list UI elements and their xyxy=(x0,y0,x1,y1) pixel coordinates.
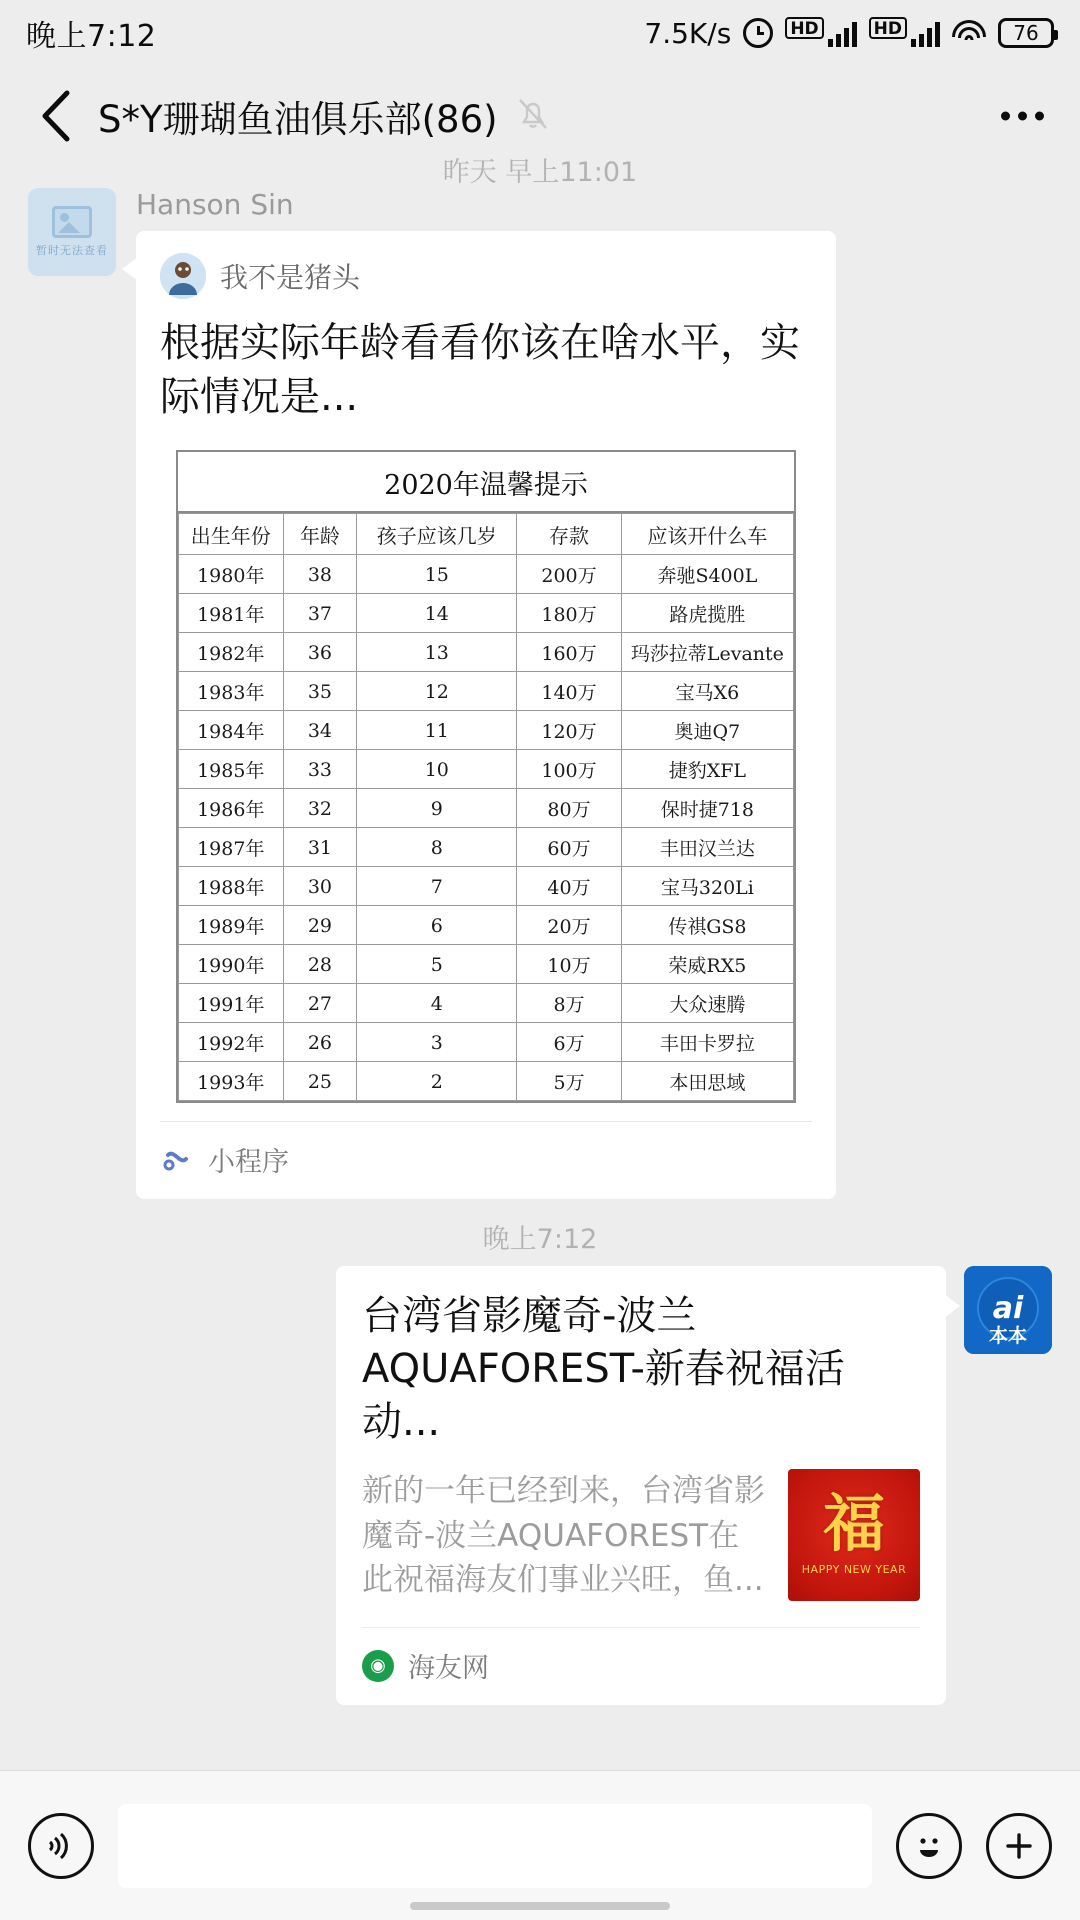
fortune-table xyxy=(178,513,794,1101)
table-cell: 38 xyxy=(283,555,357,594)
avatar[interactable] xyxy=(28,188,116,276)
table-cell: 160万 xyxy=(517,633,622,672)
message-input[interactable] xyxy=(118,1804,872,1888)
table-cell: 120万 xyxy=(517,711,622,750)
table-header-cell: 应该开什么车 xyxy=(621,514,793,555)
table-cell: 1988年 xyxy=(179,867,284,906)
table-cell: 丰田卡罗拉 xyxy=(621,1023,793,1062)
table-cell: 60万 xyxy=(517,828,622,867)
mini-program-icon xyxy=(160,1143,194,1177)
table-cell: 路虎揽胜 xyxy=(621,594,793,633)
battery-level: 76 xyxy=(1013,21,1039,45)
table-row xyxy=(179,594,794,633)
table-cell: 37 xyxy=(283,594,357,633)
table-cell: 7 xyxy=(357,867,517,906)
table-cell: 100万 xyxy=(517,750,622,789)
table-cell: 10 xyxy=(357,750,517,789)
table-cell: 1982年 xyxy=(179,633,284,672)
haiyou-site-icon: ◉ xyxy=(362,1650,394,1682)
home-indicator xyxy=(410,1902,670,1910)
table-cell: 15 xyxy=(357,555,517,594)
thumbnail-fu-text: 福 xyxy=(822,1487,885,1561)
link-card-footer xyxy=(362,1627,920,1705)
card-image[interactable] xyxy=(160,450,812,1103)
message-outgoing xyxy=(0,1266,1080,1705)
link-card-footer-label: 海友网 xyxy=(408,1653,489,1685)
table-cell: 1983年 xyxy=(179,672,284,711)
table-cell: 30 xyxy=(283,867,357,906)
table-cell: 33 xyxy=(283,750,357,789)
table-row xyxy=(179,672,794,711)
status-bar xyxy=(0,0,1080,66)
table-cell: 宝马X6 xyxy=(621,672,793,711)
table-cell: 140万 xyxy=(517,672,622,711)
avatar-placeholder-icon xyxy=(28,188,116,276)
table-cell: 1981年 xyxy=(179,594,284,633)
table-cell: 1989年 xyxy=(179,906,284,945)
more-options-icon[interactable] xyxy=(1001,112,1044,121)
table-cell: 14 xyxy=(357,594,517,633)
table-row xyxy=(179,984,794,1023)
table-cell: 1987年 xyxy=(179,828,284,867)
table-row xyxy=(179,828,794,867)
table-cell: 1991年 xyxy=(179,984,284,1023)
table-cell: 32 xyxy=(283,789,357,828)
table-cell: 28 xyxy=(283,945,357,984)
input-bar xyxy=(0,1770,1080,1920)
card-footer xyxy=(160,1121,812,1199)
timestamp-mid: 晚上7:12 xyxy=(482,1224,598,1256)
table-cell: 1986年 xyxy=(179,789,284,828)
table-cell: 31 xyxy=(283,828,357,867)
table-cell: 5万 xyxy=(517,1062,622,1101)
table-row xyxy=(179,711,794,750)
table-cell: 13 xyxy=(357,633,517,672)
table-header-cell: 孩子应该几岁 xyxy=(357,514,517,555)
table-cell: 1985年 xyxy=(179,750,284,789)
table-cell: 29 xyxy=(283,906,357,945)
table-cell: 1992年 xyxy=(179,1023,284,1062)
table-cell: 36 xyxy=(283,633,357,672)
table-cell: 传祺GS8 xyxy=(621,906,793,945)
table-cell: 保时捷718 xyxy=(621,789,793,828)
table-cell: 25 xyxy=(283,1062,357,1101)
link-card[interactable] xyxy=(336,1266,946,1705)
table-cell: 26 xyxy=(283,1023,357,1062)
table-cell: 玛莎拉蒂Levante xyxy=(621,633,793,672)
table-row xyxy=(179,633,794,672)
message-incoming xyxy=(0,188,1080,1199)
sender-name: Hanson Sin xyxy=(136,188,294,221)
link-card-thumbnail xyxy=(788,1469,920,1601)
hd-badge-2: HD xyxy=(869,17,907,39)
table-header-row xyxy=(179,514,794,555)
table-header-cell: 存款 xyxy=(517,514,622,555)
table-cell: 6万 xyxy=(517,1023,622,1062)
more-functions-icon[interactable] xyxy=(986,1813,1052,1879)
wifi-icon xyxy=(952,20,986,46)
table-cell: 9 xyxy=(357,789,517,828)
table-cell: 35 xyxy=(283,672,357,711)
table-cell: 80万 xyxy=(517,789,622,828)
table-cell: 10万 xyxy=(517,945,622,984)
card-app-name: 我不是猪头 xyxy=(220,261,361,294)
table-cell: 200万 xyxy=(517,555,622,594)
card-app-header xyxy=(160,253,812,299)
table-cell: 丰田汉兰达 xyxy=(621,828,793,867)
avatar-ai-text: ai xyxy=(992,1290,1024,1326)
status-time: 晚上7:12 xyxy=(26,19,157,54)
table-cell: 180万 xyxy=(517,594,622,633)
table-caption: 2020年温馨提示 xyxy=(178,452,794,513)
table-row xyxy=(179,945,794,984)
table-cell: 大众速腾 xyxy=(621,984,793,1023)
card-footer-label: 小程序 xyxy=(208,1147,289,1179)
table-cell: 3 xyxy=(357,1023,517,1062)
hd-badge: HD xyxy=(785,17,823,39)
table-cell: 4 xyxy=(357,984,517,1023)
table-cell: 11 xyxy=(357,711,517,750)
table-cell: 1980年 xyxy=(179,555,284,594)
table-header-cell: 年龄 xyxy=(283,514,357,555)
link-card-title: 台湾省影魔奇-波兰AQUAFOREST-新春祝福活动... xyxy=(362,1293,845,1445)
table-cell: 20万 xyxy=(517,906,622,945)
table-cell: 1984年 xyxy=(179,711,284,750)
bell-muted-icon xyxy=(516,96,550,136)
table-cell: 宝马320Li xyxy=(621,867,793,906)
card-title: 根据实际年龄看看你该在啥水平，实际情况是... xyxy=(160,320,800,420)
alarm-clock-icon xyxy=(743,18,773,48)
table-header-cell: 出生年份 xyxy=(179,514,284,555)
table-cell: 6 xyxy=(357,906,517,945)
message-list[interactable] xyxy=(0,157,1080,1770)
table-cell: 34 xyxy=(283,711,357,750)
table-cell: 捷豹XFL xyxy=(621,750,793,789)
table-cell: 5 xyxy=(357,945,517,984)
avatar-cn-text: 本本 xyxy=(988,1325,1027,1348)
table-row xyxy=(179,555,794,594)
table-cell: 本田思域 xyxy=(621,1062,793,1101)
app-avatar-icon xyxy=(160,253,206,299)
table-row xyxy=(179,1062,794,1101)
table-row xyxy=(179,750,794,789)
back-chevron-icon[interactable] xyxy=(30,90,82,142)
battery-icon xyxy=(998,18,1054,48)
network-speed: 7.5K/s xyxy=(644,16,732,50)
table-cell: 1993年 xyxy=(179,1062,284,1101)
table-cell: 1990年 xyxy=(179,945,284,984)
page-title: S*Y珊瑚鱼油俱乐部(86) xyxy=(98,98,498,141)
table-row xyxy=(179,789,794,828)
table-cell: 12 xyxy=(357,672,517,711)
thumbnail-subtext: HAPPY NEW YEAR xyxy=(801,1563,907,1577)
table-cell: 27 xyxy=(283,984,357,1023)
link-card-description: 新的一年已经到来，台湾省影魔奇-波兰AQUAFOREST在此祝福海友们事业兴旺，鱼... xyxy=(362,1472,765,1599)
voice-input-icon[interactable] xyxy=(28,1813,94,1879)
signal-bars-icon-1 xyxy=(828,19,857,47)
table-cell: 8万 xyxy=(517,984,622,1023)
table-cell: 2 xyxy=(357,1062,517,1101)
table-cell: 40万 xyxy=(517,867,622,906)
mini-program-card[interactable] xyxy=(136,231,836,1199)
timestamp-top: 昨天 早上11:01 xyxy=(442,157,638,188)
signal-bars-icon-2 xyxy=(911,19,940,47)
table-cell: 奔驰S400L xyxy=(621,555,793,594)
avatar-self[interactable] xyxy=(964,1266,1052,1354)
fortune-table-image xyxy=(176,450,796,1103)
table-cell: 奥迪Q7 xyxy=(621,711,793,750)
avatar-placeholder-text: 暂时无法查看 xyxy=(36,244,108,257)
emoji-icon[interactable] xyxy=(896,1813,962,1879)
table-row xyxy=(179,906,794,945)
table-row xyxy=(179,867,794,906)
table-row xyxy=(179,1023,794,1062)
table-cell: 8 xyxy=(357,828,517,867)
table-cell: 荣威RX5 xyxy=(621,945,793,984)
